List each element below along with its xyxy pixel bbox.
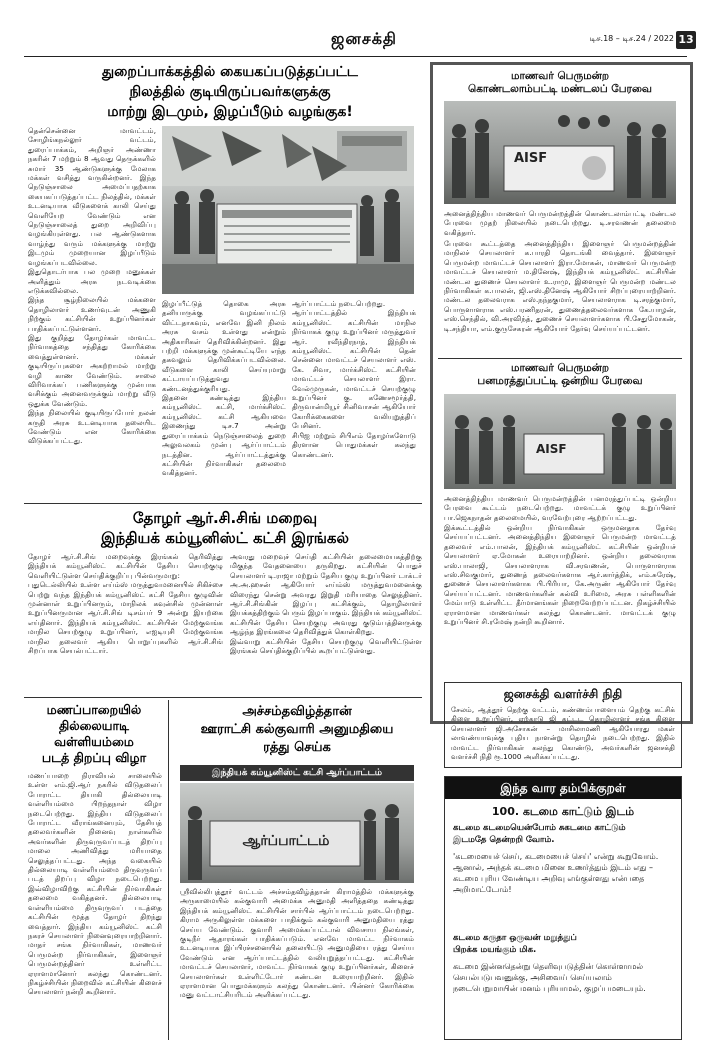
story2-caption: அனைத்திந்திய மாணவர் பெருமன்றத்தின் பனமரத்துப்பட்டி ஒன்றிய பேரவை கூட்டம் நடைபெற்றது. மாவட்டக் குழு உறுப்பினர் பா.ஜெகநாதன் தலைமையில், வரவேற்புரை ஆற்றப்பட்டது. (444, 494, 679, 522)
headline-line: துறைப்பாக்கத்தில் கையகப்படுத்தப்பட்ட (102, 64, 358, 80)
kural-line: கடமை கருதா ஒருவன் மறுத்துப் (453, 933, 577, 943)
festival-body: மணப்பாறை நிராவியல் சாலையில் உள்ள எம்.ஜி.ஆர் நகரில் விடுதலைப் போராட்ட தியாகி தில்லையாடி வள்ளியம்மை பிறந்தநாள் விழா நடைபெற்றது. இந்திய விடுதலைப் போராட்ட வீராங்கனையும், தேசியத் தலைவர்களின் நினைவு நாள்களில் அவர்களின் திருவுருவப்படத் திறப்பு மாலை அணிவித்து மரியாதை செலுத்தப்பட்டது. அந்த வகையில் தில்லையாடி வள்ளியம்மை திருவுருவப் படத் திறப்பு விழா நடைபெற்றது. இவ்விழாவிற்கு கட்சியின் நிர்வாகிகள் தலைமை வகித்தனர். தில்லையாடி வள்ளியம்மை திருவுருவப் படத்தை கட்சியின் மூத்த தோழர் திறந்து வைத்தார். இந்திய கம்யூனிஸ்ட் கட்சி நகரச் செயலாளர் நினைவுரையாற்றினார். மாதர் சங்க நிர்வாகிகள், மாணவர் பெருமன்ற நிர்வாகிகள், இளைஞர் பெருமன்றத்தினர் உள்ளிட்ட ஏராளமானோர் கலந்து கொண்டனர். நிகழ்ச்சியின் நிறைவில் கட்சியின் கிளைச் செயலாளர் நன்றி கூறினார். (28, 771, 165, 997)
top-story-col3: ஆர்ப்பாட்டம் நடைபெற்றது. ஆர்ப்பாட்டத்தில் இந்தியக் கம்யூனிஸ்ட் கட்சியின் மாநில நிர்வாகக் குழு உறுப்பினர் மருத்துவர் ஆர். ரவீந்திரநாத், இந்தியக் கம்யூனிஸ்ட் கட்சியின் தென் சென்னை மாவட்டச் செயலாளர் எஸ். கே. சிவா, மார்க்சிஸ்ட் கட்சியின் மாவட்டச் செயலாளர் இரா. வேல்முருகன், மாவட்டச் செயற்குழு உறுப்பினர் கு. கணேசமூர்த்தி, திருவான்மியூர் சினிவாசன் ஆகியோர் கோரிக்கைகளை வலியுறுத்திப் பேசினர். சிபிஐ மற்றும் சிபிஎம் தோழர்களோடு திரளான பொதுமக்கள் கலந்து கொண்டனர். (292, 299, 416, 459)
panchayat-kicker: இந்தியக் கம்யூனிஸ்ட் கட்சி ஆர்ப்பாட்டம் (180, 765, 414, 781)
panchayat-headline (172, 703, 422, 757)
title-line: பனமரத்துப்பட்டி ஒன்றிய பேரவை (477, 375, 643, 387)
story1-body: பேரவை கூட்டத்தை அனைத்திந்திய இளைஞர் பெருமன்றத்தின் மாநிலச் செயலாளர் க.பாரதி தொடங்கி வைத்தார். இளைஞர் பெருமன்ற மாவட்டச் செயலாளர் இரா.மோகன், மாணவர் பெருமன்ற மாவட்டச் செயலாளர் ம.தினேஷ், இந்தியக் கம்யூனிஸ்ட் கட்சியின் மண்டல துணைச் செயலாளர் உ.ராமு, இளைஞர் பெருமன்ற மண்டல நிர்வாகிகள் க.பாலன், ஜி.எஸ்.தினேஷ் ஆகியோர் சிறப்புரையாற்றினர். மண்டல தலைவராக எஸ்.நந்தகுமார், செயலாளராக டி.சரத்குமார், பொருளாளராக எஸ்.பரணிதரன், துணைத்தலைவர்களாக கே.யாழன், எஸ்.செந்தில், வி.அரவிந்த், துணைச் செயலாளர்களாக பி.சேதுமோகன், டி.சந்தியா, எம்.குருசேகரன் ஆகியோர் தேர்வு செய்யப்பட்டனர். (444, 239, 679, 333)
headline-line: ஊராட்சி கல்குவாரி அனுமதியை (200, 722, 394, 737)
protest-photo (162, 126, 414, 294)
headline-line: ரத்து செய்க (263, 740, 331, 755)
kural-title: 100. கடமை காட்டும் இடம் (491, 805, 635, 818)
obituary-col1: தோழர் ஆர்.சி.சிங் மறைவுக்கு இரங்கல் தெரிவித்து இந்தியக் கம்யூனிஸ்ட் கட்சியின் தேசிய செயற்குழு வெளியிட்டுள்ள செய்திக்குறிப்பு பின்வருமாறு: புதுடெல்லியில் உள்ள எய்ம்ஸ் மருத்துவமனையில் சிகிச்சை பெற்று வந்த இந்தியக் கம்யூனிஸ்ட் கட்சி தேசிய குழுவின் முன்னாள் உறுப்பினரும், மாநிலக் கவுன்சில் முன்னாள் உறுப்பினருமான ஆர்.சி.சிங் டிசம்பர் 9 அன்று இயற்கை எய்தினார். இந்தியக் கம்யூனிஸ்ட் கட்சியின் மேற்குவங்க மாநில செயற்குழு உறுப்பினர், எஐடியுசி மேற்குவங்க மாநில தலைவர் ஆகிய பொறுப்புகளில் ஆர்.சி.சிங் சிறப்பாக செயல்பட்டார். (28, 552, 223, 656)
page-number: 13 (676, 31, 696, 49)
headline-line: அச்சம்தவிழ்த்தான் (242, 704, 352, 719)
headline-line: தில்லையாடி (58, 718, 130, 733)
headline-line: மணப்பாறையில் (46, 702, 142, 717)
fund-body: சேலம், ஆத்தூர் தெற்கு வட்டம், கண்ணம்பாளையம் தெற்கு கட்சிக் கிளை உறுப்பினர், ஏற்காடு ஜி கட்டட தொழிலாளர் சங்க கிளை செயலாளர் ஜி.அசோகன் – மாசிலாமணி ஆகியோரது மகள் லாவண்யாவுக்கு புதிய நாளன்று தொழில் நடைபெற்றது. இதில் மாவட்ட நிர்வாகிகள் கலந்து கொண்டு, அவர்களின் ஜனசக்தி வளர்ச்சி நிதி ரூ.1000 அளிக்கப்பட்டது. (451, 705, 678, 762)
kural-line: பிறக்க மயங்கும் மிக. (453, 945, 537, 955)
thirukkural-box (444, 776, 682, 1040)
fund-box (444, 682, 682, 768)
students-photo-1-illustration (444, 101, 676, 204)
kural-explanation: 'கடமையைச் செய், கடமையைச் செய்' என்று கூறுவோம். ஆனால், அந்தக் கடமை மினை உணர்த்தும் இடம் எது – கடமை புரிய வேண்டிய அறிவு எங்குள்ளது என்பதை அறிமாட்டோம்! (453, 852, 659, 894)
kural-explanation: கடமை இன்னதென்று தெளிவுபடுத்தின் கொள்ளாமல் செயல்படுபவனுக்கு, அசிவைய் செய்யலாம் நடைபெறுமாயின் மனம் புரியாமல், குழப்பமடையும். (453, 962, 646, 993)
headline-line: நிலத்தில் குடியிருப்பவர்களுக்கு (129, 84, 331, 100)
story2-body: இக்கூட்டத்தில் ஒன்றிய நிர்வாகிகள் ஒருமனதாக தேர்வு செய்யப்பட்டனர். அனைத்திந்திய இளைஞர் பெருமன்ற மாவட்டத் தலைவர் எம்.பாலன், இந்தியக் கம்யூனிஸ்ட் கட்சியின் ஒன்றியச் செயலாளர் ஏ.மோகன் உரையாற்றினர். ஒன்றிய தலைவராக எஸ்.பாலாஜி, செயலாளராக வி.சரவணன், பொருளாளராக எஸ்.சிவகுமார், துணைத் தலைவர்களாக ஆர்.கார்த்திக், எம்.சுரேஷ், துணைச் செயலாளர்களாக பி.பிரியா, கே.அருண் ஆகியோர் தேர்வு செய்யப்பட்டனர். மாணவர்களின் கல்வி உரிமை, அரசு பள்ளிகளின் மேம்பாடு உள்ளிட்ட தீர்மானங்கள் நிறைவேற்றப்பட்டன. நிகழ்ச்சியில் ஏராளமான மாணவர்கள் கலந்து கொண்டனர். மாவட்டக் குழு உறுப்பினர் சி.ரமேஷ் நன்றி கூறினார். (444, 523, 679, 627)
kural-line: கடமை கடமையென்போம் சுகடமை காட்டும் (453, 823, 626, 833)
aisf-banner-text: AISF (536, 442, 567, 456)
title-line: கொண்டலாம்பட்டி மண்டலப் பேரவை (468, 83, 652, 95)
headline-line: வள்ளியம்மை (54, 734, 134, 749)
fund-title: ஜனசக்தி வளர்ச்சி நிதி (503, 687, 623, 701)
obituary-headline (28, 508, 422, 548)
issue-date: டிச.18 – டிச.24 / 2022 (589, 34, 674, 43)
kural-line: இடமதே தென்றறி வோம். (453, 835, 555, 845)
story1-caption: அனைத்திந்திய மாணவர் பெருமன்றத்தின் கொண்டலாம்பட்டி மண்டல பேரவை முதற் நிலையில் நடைபெற்றது. டி.சரவணன் தலைமை வகித்தார். (444, 209, 679, 237)
headline-line: இந்தியக் கம்யூனிஸ்ட் கட்சி இரங்கல் (101, 529, 349, 547)
title-line: மாணவர் பெருமன்ற (511, 362, 609, 374)
masthead (24, 26, 694, 56)
aisf-banner-text: AISF (514, 151, 548, 166)
story1-title (438, 70, 682, 96)
students-photo-1 (444, 101, 676, 204)
panchayat-body: ஸ்ரீவில்லிபுத்தூர் வட்டம் அச்சம்தவிழ்த்தான் கிராமத்தில் மக்களுக்கு அருகாமையில் கல்குவாரி அமைக்க அனுமதி அளித்ததை கண்டித்து இந்தியக் கம்யூனிஸ்ட் கட்சியின் சார்பில் ஆர்ப்பாட்டம் நடைபெற்றது. கிராம அருகிலுள்ள மக்களை பாதிக்கும் கல்குவாரி அனுமதியை ரத்து செய்ய வேண்டும். குவாரி அமைக்கப்பட்டால் விவசாய நிலங்கள், குடிநீர் ஆதாரங்கள் பாதிக்கப்படும். எனவே மாவட்ட நிர்வாகம் உடனடியாக இப்பிரச்சனையில் தலையிட்டு அனுமதியை ரத்து செய்ய வேண்டும் என ஆர்ப்பாட்டத்தில் வலியுறுத்தப்பட்டது. கட்சியின் மாவட்டச் செயலாளர், மாவட்ட நிர்வாகக் குழு உறுப்பினர்கள், கிளைச் செயலாளர்கள் உள்ளிட்டோர் கண்டன உரையாற்றினர். இதில் ஏராளமான பொதுமக்களும் கலந்து கொண்டனர். பின்னர் கோரிக்கை மனு வட்டாட்சியரிடம் அளிக்கப்பட்டது. (180, 887, 417, 1000)
festival-headline (24, 702, 164, 766)
panchayat-banner-text: ஆர்ப்பாட்டம் (242, 833, 330, 849)
top-story-col2: இழப்பீட்டுத் தொகை அரசு தனியாருக்கு வழங்கப்பட்டு விட்டதாகவும், எனவே இனி நிலம் அரசு வசம் உள்ளது என்றும் அதிகாரிகள் தெரிவிக்கின்றனர். இது பற்றி மக்களுக்கு முன்கூட்டியே எந்த தகவலும் தெரிவிக்கப்படவில்லை. வீடுகளை காலி செய்யுமாறு கட்டாயப்படுத்துவது கண்டனத்துக்குரியது. இதனை கண்டித்து இந்திய கம்யூனிஸ்ட் கட்சி, மார்க்சிஸ்ட் கம்யூனிஸ்ட் கட்சி ஆகியவை இணைந்து டிச.7 அன்று துரைப்பாக்கம் நெடுஞ்சாலைத் துறை அலுவலகம் முன்பு ஆர்ப்பாட்டம் நடத்தின. ஆர்ப்பாட்டத்துக்கு கட்சியின் நிர்வாகிகள் தலைமை வகித்தனர். (162, 299, 286, 478)
obituary-col2: அவரது மறைவுச் செய்தி கட்சியின் தலைமையகத்திற்கு மிகுந்த வேதனையை தருகிறது. கட்சியின் பொதுச் செயலாளர் டி.ராஜா மற்றும் தேசிய குழு உறுப்பினர் டாக்டர் அ.அ.ஹசன் ஆகியோர் எய்ம்ஸ் மருத்துவமனைக்கு விரைந்து சென்று அவரது இறுதி மரியாதை செலுத்தினர். ஆர்.சி.சிங்கின் இழப்பு கட்சிக்கும், தொழிலாளர் இயக்கத்திற்கும் பெரும் இழப்பாகும். இந்தியக் கம்யூனிஸ்ட் கட்சியின் தேசிய செயற்குழு அவரது குடும்பத்தினருக்கு ஆழ்ந்த இரங்கலை தெரிவித்துக் கொள்கிறது. இவ்வாறு கட்சியின் தேசிய செயற்குழு வெளியிட்டுள்ள இரங்கல் செய்திக்குறிப்பில் கூறப்பட்டுள்ளது. (230, 552, 422, 656)
story2-title (438, 362, 682, 388)
thirukkural-title: இந்த வார தம்பிக்குறள் (445, 777, 681, 799)
headline-line: தோழர் ஆர்.சி.சிங் மறைவு (132, 509, 318, 527)
top-story-col1: தென்சென்னை மாவட்டம், சோழிங்கநல்லூர் வட்டம், துரைப்பாக்கம், அறிஞர் அண்ணா நகரின் 7 மற்றும் 8 ஆவது தெருக்களில் சுமார் 35 ஆண்டுகளுக்கு மேலாக மக்கள் வசித்து வருகின்றனர். இந்த நெடுஞ்சாலை அமைப்பதற்காக கையகப்படுத்தப்பட்ட நிலத்தில், மக்கள் உடனடியாக வீடுகளைக் காலி செய்து வெளியேற வேண்டும் என நெடுஞ்சாலைத் துறை அறிவிப்பு வழங்கியுள்ளது. பல ஆண்டுகளாக வாழ்ந்து வரும் மக்களுக்கு மாற்று இடமும் முறையான இழப்பீடும் வழங்கப்படவில்லை. இதுதொடர்பாக பல முறை மனுக்கள் அளித்தும் அரசு நடவடிக்கை எடுக்கவில்லை. இந்த சூழ்நிலையில் மக்களை தொழிலாளர் உணர்வுடன் அணுகி நிற்கும் கட்சியின் உறுப்பினர்கள் பாதிக்கப்பட்டுள்ளனர். இது குறித்து தோழர்கள் மாவட்ட நிர்வாகத்தை சந்தித்து கோரிக்கை வைத்துள்ளனர். மக்கள் குடியிருப்புகளை அகற்றாமல் மாற்று வழி காண வேண்டும். சாலை விரிவாக்கப் பணிகளுக்கு முன்பாக வசிக்கும் அனைவருக்கும் மாற்று வீடு ஒதுக்க வேண்டும். இந்த நிலையில் குடியிருப்போர் நலன் கருதி அரசு உடனடியாக தலையிட வேண்டும் என கோரிக்கை விடுக்கப்பட்டது. (28, 126, 156, 446)
panchayat-protest-photo (180, 783, 414, 883)
headline-line: படத் திறப்பு விழா (41, 750, 147, 765)
masthead-title: ஜனசக்தி (330, 29, 398, 48)
headline-line: மாற்று இடமும், இழப்பீடும் வழங்குக! (107, 104, 353, 120)
students-photo-2 (444, 394, 676, 489)
title-line: மாணவர் பெருமன்ற (511, 70, 609, 82)
protest-photo-illustration (162, 126, 414, 294)
top-story-headline (30, 62, 430, 122)
